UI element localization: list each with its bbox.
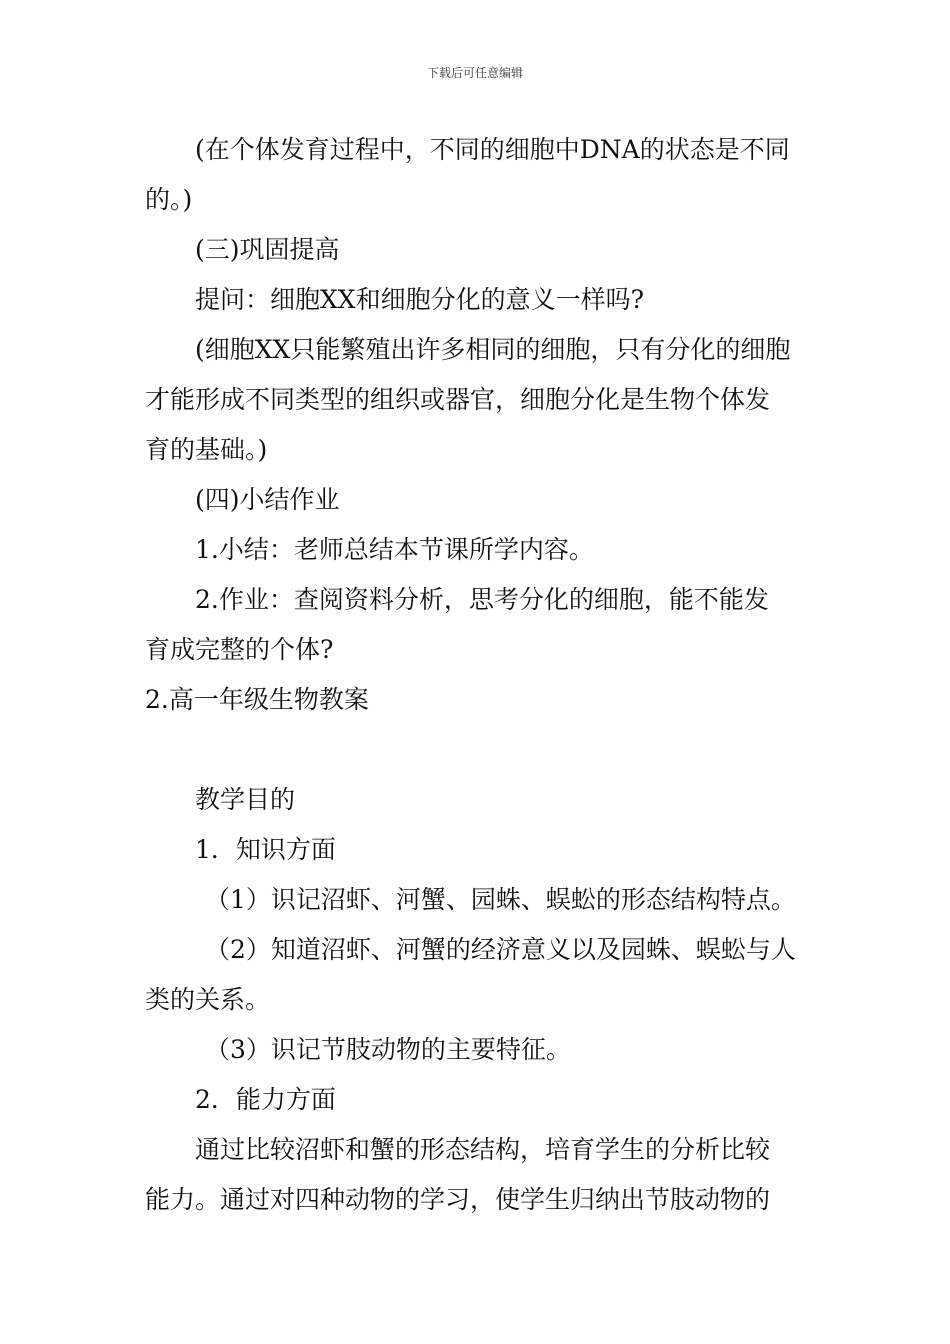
list-item: 类的关系。: [145, 985, 271, 1014]
list-item: （1）识记沼虾、河蟹、园蛛、蜈蚣的形态结构特点。: [205, 885, 796, 914]
paragraph-line: 能力。通过对四种动物的学习，使学生归纳出节肢动物的: [145, 1185, 771, 1214]
subsection-heading: 1．知识方面: [195, 835, 336, 864]
subsection-heading: 2．能力方面: [195, 1085, 336, 1114]
paragraph-line: (在个体发育过程中，不同的细胞中DNA的状态是不同: [195, 135, 790, 164]
paragraph-line: 的。): [145, 185, 193, 214]
paragraph-line: 育成完整的个体?: [145, 635, 334, 664]
document-title: 2.高一年级生物教案: [145, 685, 369, 714]
paragraph-line: 1.小结：老师总结本节课所学内容。: [195, 535, 594, 564]
paragraph-line: (细胞XX只能繁殖出许多相同的细胞，只有分化的细胞: [195, 335, 791, 364]
paragraph-line: 通过比较沼虾和蟹的形态结构，培育学生的分析比较: [195, 1135, 771, 1164]
list-item: （3）识记节肢动物的主要特征。: [205, 1035, 571, 1064]
section-heading: (三)巩固提高: [195, 235, 340, 264]
list-item: （2）知道沼虾、河蟹的经济意义以及园蛛、蜈蚣与人: [205, 935, 796, 964]
paragraph-line: 2.作业：查阅资料分析，思考分化的细胞，能不能发: [195, 585, 769, 614]
paragraph-line: 提问：细胞XX和细胞分化的意义一样吗?: [195, 285, 645, 314]
section-heading: 教学目的: [195, 785, 296, 814]
section-heading: (四)小结作业: [195, 485, 340, 514]
paragraph-line: 育的基础。): [145, 435, 268, 464]
paragraph-line: 才能形成不同类型的组织或器官，细胞分化是生物个体发: [145, 385, 771, 414]
page-header: 下载后可任意编辑: [426, 66, 523, 80]
